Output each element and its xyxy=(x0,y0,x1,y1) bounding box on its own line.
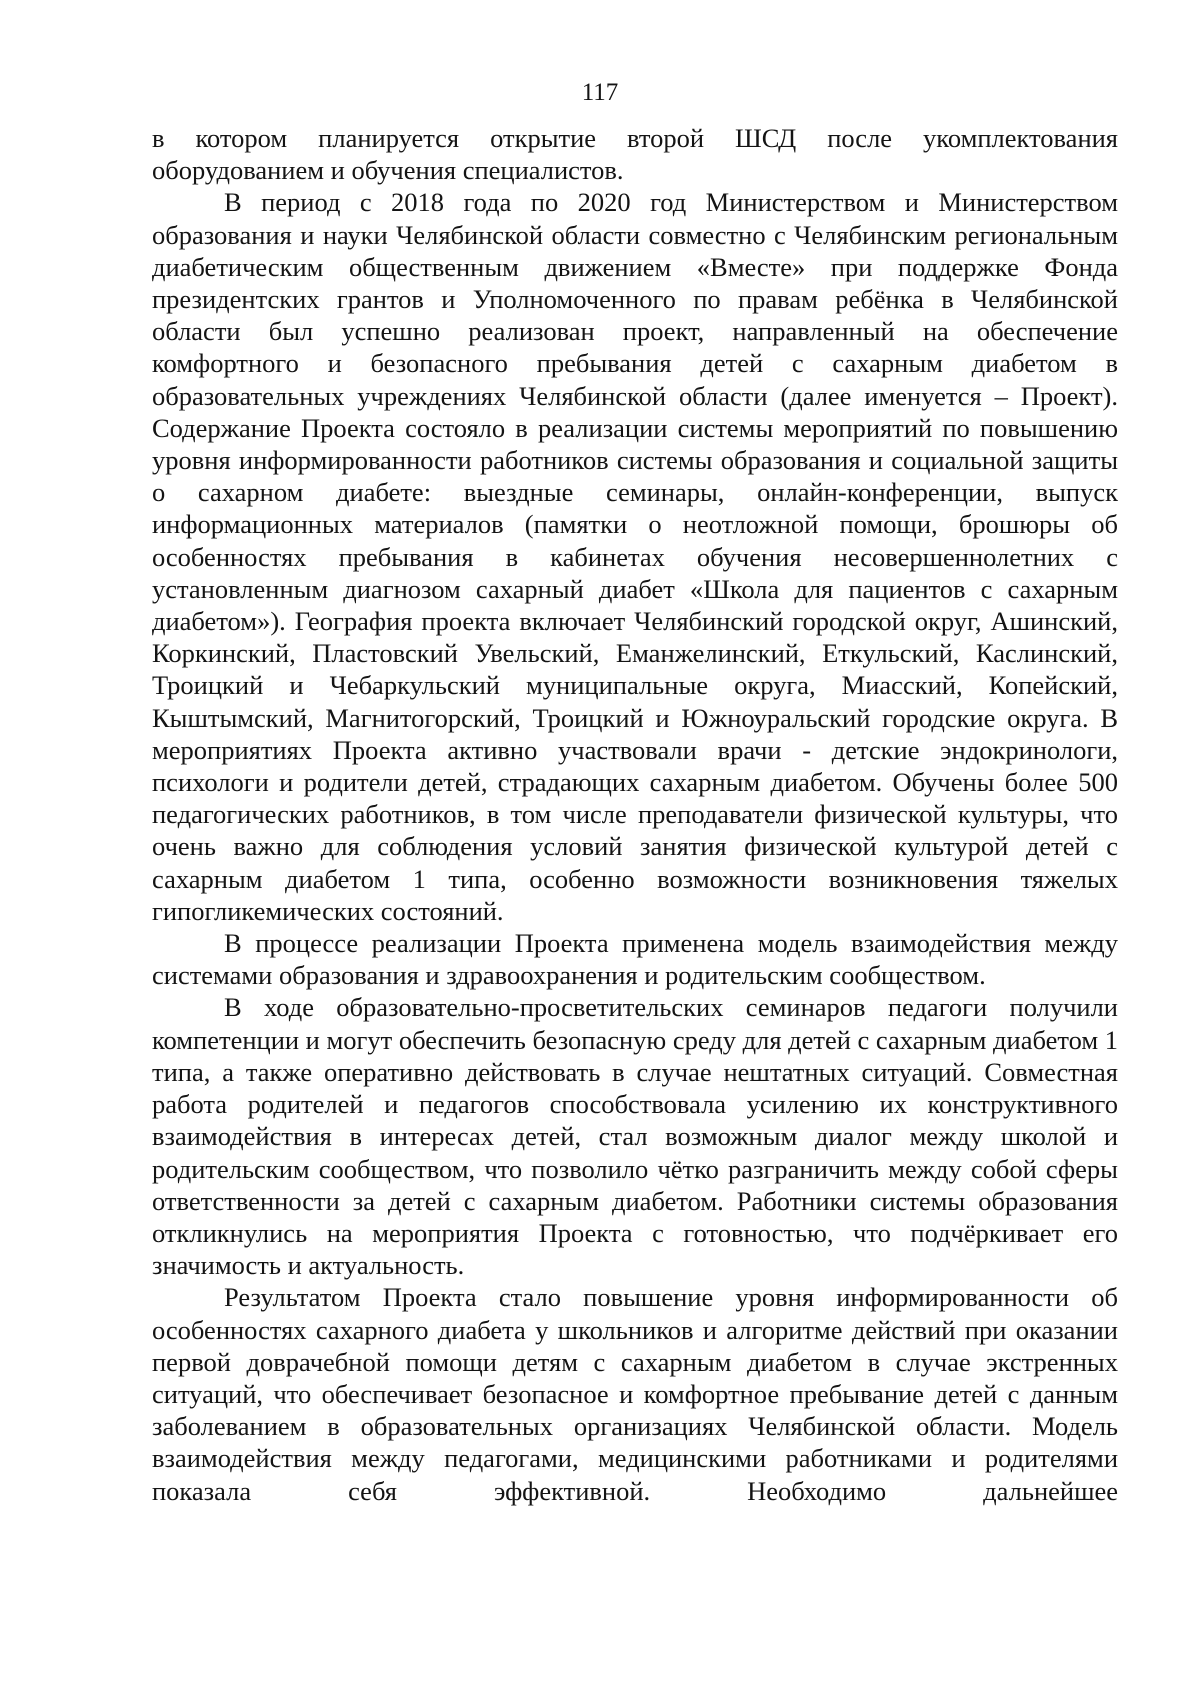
document-body xyxy=(152,122,1118,1507)
paragraph-continuation: в котором планируется открытие второй ШСД после укомплектования оборудованием и обучения специалистов. xyxy=(152,123,1118,186)
paragraph-interaction-model: В процессе реализации Проекта применена модель взаимодействия между системами образования и здравоохранения и родительским сообществом. xyxy=(152,928,1118,991)
paragraph-project-description: В период с 2018 года по 2020 год Министерством и Министерством образования и науки Челябинской области совместно с Челябинским региональным диабетическим общественным движением «Вместе» при поддержке Фонда президентских грантов и Уполномоченного по правам ребёнка в Челябинской области был успешно реализован проект, направленный на обеспечение комфортного и безопасного пребывания детей с сахарным диабетом в образовательных учреждениях Челябинской области (далее именуется – Проект). Содержание Проекта состояло в реализации системы мероприятий по повышению уровня информированности работников системы образования и социальной защиты о сахарном диабете: выездные семинары, онлайн-конференции, выпуск информационных материалов (памятки о неотложной помощи, брошюры об особенностях пребывания в кабинетах обучения несовершеннолетних с установленным диагнозом сахарный диабет «Школа для пациентов с сахарным диабетом»). География проекта включает Челябинский городской округ, Ашинский, Коркинский, Пластовский Увельский, Еманжелинский, Еткульский, Каслинский, Троицкий и Чебаркульский муниципальные округа, Миасский, Копейский, Кыштымский, Магнитогорский, Троицкий и Южноуральский городские округа. В мероприятиях Проекта активно участвовали врачи - детские эндокринологи, психологи и родители детей, страдающих сахарным диабетом. Обучены более 500 педагогических работников, в том числе преподаватели физической культуры, что очень важно для соблюдения условий занятия физической культурой детей с сахарным диабетом 1 типа, особенно возможности возникновения тяжелых гипогликемических состояний. xyxy=(152,187,1118,926)
paragraph-results: Результатом Проекта стало повышение уровня информированности об особенностях сахарного диабета у школьников и алгоритме действий при оказании первой доврачебной помощи детям с сахарным диабетом в случае экстренных ситуаций, что обеспечивает безопасное и комфортное пребывание детей с данным заболеванием в образовательных организациях Челябинской области. Модель взаимодействия между педагогами, медицинскими работниками и родителями показала себя эффективной. Необходимо дальнейшее xyxy=(152,1282,1118,1506)
paragraph-seminars: В ходе образовательно-просветительских семинаров педагоги получили компетенции и могут обеспечить безопасную среду для детей с сахарным диабетом 1 типа, а также оперативно действовать в случае нештатных ситуаций. Совместная работа родителей и педагогов способствовала усилению их конструктивного взаимодействия в интересах детей, стал возможным диалог между школой и родительским сообществом, что позволило чётко разграничить между собой сферы ответственности за детей с сахарным диабетом. Работники системы образования откликнулись на мероприятия Проекта с готовностью, что подчёркивает его значимость и актуальность. xyxy=(152,992,1118,1281)
page-number: 117 xyxy=(581,79,619,106)
